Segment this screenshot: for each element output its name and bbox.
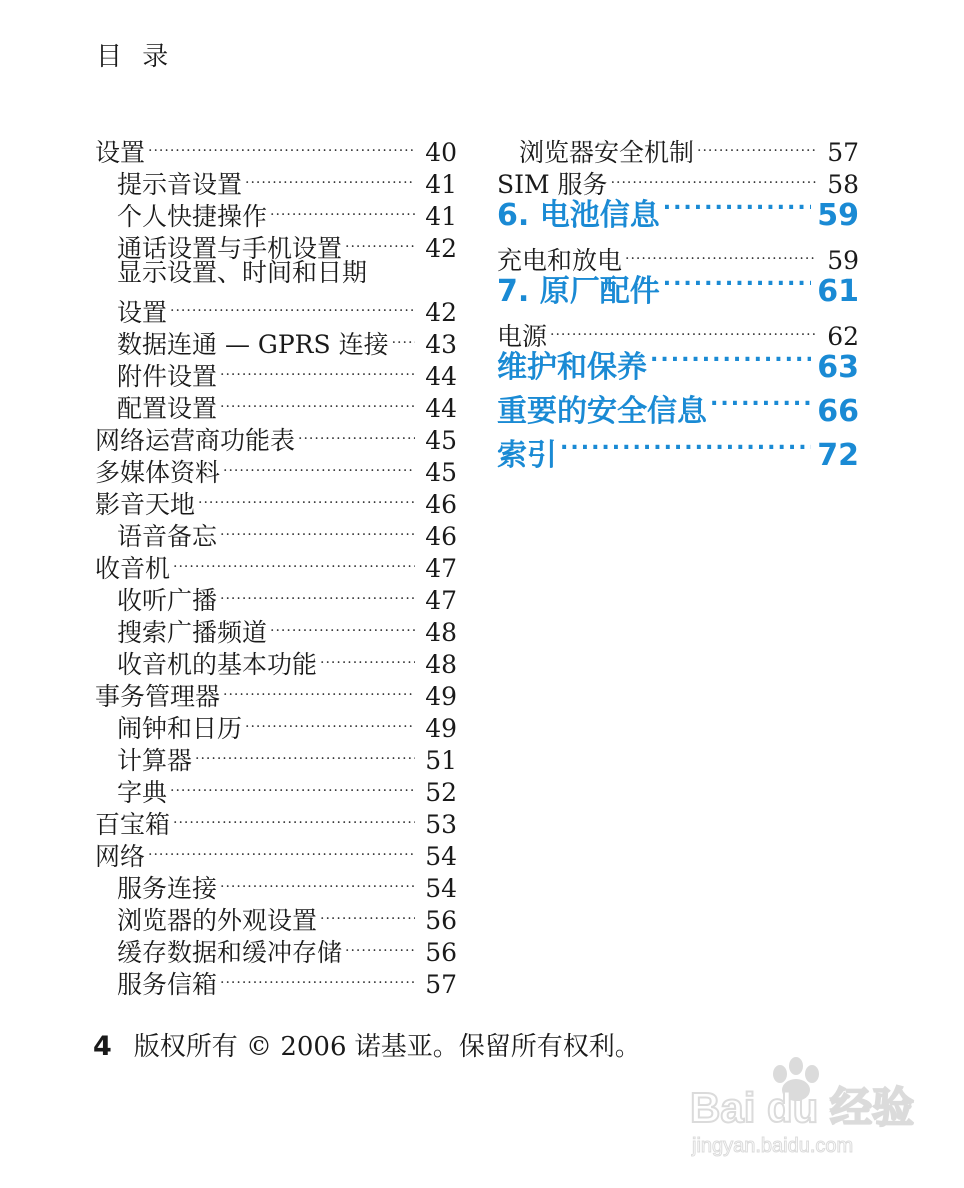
toc-entry-label: 网络 (95, 842, 146, 871)
dot-leader (220, 353, 415, 385)
toc-page-number: 72 (817, 438, 859, 473)
dot-leader (220, 865, 415, 897)
toc-entry-label: SIM 服务 (497, 170, 608, 199)
toc-entry-label: 浏览器的外观设置 (117, 906, 318, 935)
toc-entry-label: 通话设置与手机设置 (117, 234, 343, 263)
toc-entry-label: 搜索广播频道 (117, 618, 268, 647)
toc-entry[interactable] (95, 833, 457, 871)
toc-entry[interactable] (95, 129, 457, 167)
toc-chapter-label: 7. 原厂配件 (497, 274, 660, 309)
toc-page-number: 44 (425, 362, 457, 391)
dot-leader (625, 237, 817, 269)
toc-entry-label: 附件设置 (117, 362, 218, 391)
dot-leader (345, 929, 415, 961)
toc-chapter[interactable] (497, 433, 859, 477)
toc-page-number: 47 (425, 554, 457, 583)
toc-entry-label: 个人快捷操作 (117, 202, 268, 231)
toc-chapter-label: 重要的安全信息 (497, 394, 707, 429)
dot-leader (298, 417, 415, 449)
baidu-jingyan-watermark (688, 1040, 918, 1160)
toc-entry-label: 设置 (117, 298, 168, 327)
toc-entry-label: 语音备忘 (117, 522, 218, 551)
toc-entry-label: 多媒体资料 (95, 458, 221, 487)
dot-leader (320, 641, 415, 673)
dot-leader (223, 673, 415, 705)
toc-page-number: 54 (425, 842, 457, 871)
toc-entry-label: 浏览器安全机制 (519, 138, 695, 167)
toc-page-number: 47 (425, 586, 457, 615)
toc-page-number: 42 (425, 298, 457, 327)
toc-page-number: 59 (817, 198, 859, 233)
toc-chapter-label: 6. 电池信息 (497, 198, 660, 233)
toc-page-number: 52 (425, 778, 457, 807)
toc-page-number: 42 (425, 234, 457, 263)
toc-entry-label: 影音天地 (95, 490, 196, 519)
dot-leader (220, 385, 415, 417)
watermark-brand-text: Bai du 经验 (690, 1084, 915, 1131)
toc-page-number: 63 (817, 350, 859, 385)
toc-page-number: 66 (817, 394, 859, 429)
dot-leader (245, 161, 415, 193)
toc-entry-label: 服务连接 (117, 874, 218, 903)
toc-page-number: 41 (425, 202, 457, 231)
toc-page-number: 58 (827, 170, 859, 199)
toc-entry-label: 服务信箱 (117, 970, 218, 999)
toc-page-number: 48 (425, 618, 457, 647)
dot-leader (650, 345, 811, 377)
toc-page-number: 46 (425, 490, 457, 519)
dot-leader (697, 129, 817, 161)
toc-page-number: 51 (425, 746, 457, 775)
toc-page-number: 45 (425, 458, 457, 487)
toc-entry-label: 充电和放电 (497, 246, 623, 275)
toc-page-number: 48 (425, 650, 457, 679)
toc-entry-label: 收听广播 (117, 586, 218, 615)
dot-leader (710, 389, 811, 421)
toc-page-number: 56 (425, 938, 457, 967)
toc-entry[interactable] (497, 313, 859, 351)
dot-leader (345, 225, 415, 257)
toc-chapter[interactable] (497, 345, 859, 389)
dot-leader (220, 577, 415, 609)
toc-page-number: 57 (827, 138, 859, 167)
toc-entry-label: 字典 (117, 778, 168, 807)
dot-leader (198, 481, 415, 513)
watermark-url-text: jingyan.baidu.com (692, 1135, 854, 1157)
toc-chapter[interactable] (497, 389, 859, 433)
toc-page-number: 46 (425, 522, 457, 551)
toc-entry-label: 闹钟和日历 (117, 714, 243, 743)
dot-leader (663, 269, 811, 301)
toc-page-number: 49 (425, 682, 457, 711)
dot-leader (148, 833, 415, 865)
toc-entry-label: 显示设置、时间和日期 (117, 258, 368, 287)
toc-entry-label: 电源 (497, 322, 548, 351)
toc-entry-continued[interactable] (95, 257, 457, 289)
toc-entry-label: 数据连通 — GPRS 连接 (117, 330, 389, 359)
toc-left-column (95, 129, 457, 999)
toc-chapter-label: 索引 (497, 438, 557, 473)
dot-leader (392, 321, 415, 353)
dot-leader (173, 545, 415, 577)
toc-entry-label: 缓存数据和缓冲存储 (117, 938, 343, 967)
toc-entry[interactable] (95, 161, 457, 199)
dot-leader (170, 289, 415, 321)
toc-page-number: 54 (425, 874, 457, 903)
toc-page-number: 53 (425, 810, 457, 839)
page-title: 目 录 (96, 42, 175, 72)
toc-entry[interactable] (497, 237, 859, 275)
toc-page-number: 43 (425, 330, 457, 359)
toc-entry-label: 计算器 (117, 746, 193, 775)
toc-chapter-label: 维护和保养 (497, 350, 647, 385)
footer-page-number: 4 (93, 1031, 112, 1062)
toc-entry[interactable] (95, 865, 457, 903)
dot-leader (173, 801, 415, 833)
dot-leader (270, 193, 415, 225)
toc-chapter[interactable] (497, 269, 859, 313)
toc-page-number: 44 (425, 394, 457, 423)
toc-entry-label: 百宝箱 (95, 810, 171, 839)
toc-entry-label: 配置设置 (117, 394, 218, 423)
toc-entry-label: 提示音设置 (117, 170, 243, 199)
toc-entry-label: 设置 (95, 138, 146, 167)
toc-page-number: 59 (827, 246, 859, 275)
toc-entry-label: 事务管理器 (95, 682, 221, 711)
toc-entry-label: 收音机的基本功能 (117, 650, 318, 679)
toc-page-number: 41 (425, 170, 457, 199)
dot-leader (320, 897, 415, 929)
dot-leader (663, 193, 811, 225)
toc-entry-label: 网络运营商功能表 (95, 426, 296, 455)
dot-leader (195, 737, 415, 769)
dot-leader (560, 433, 811, 465)
dot-leader (220, 513, 415, 545)
page-footer (93, 1026, 641, 1063)
dot-leader (170, 769, 415, 801)
footer-copyright: 版权所有 © 2006 诺基亚。保留所有权利。 (133, 1032, 641, 1062)
toc-page-number: 61 (817, 274, 859, 309)
toc-right-column (497, 129, 859, 477)
toc-entry[interactable] (95, 289, 457, 327)
toc-page-number: 57 (425, 970, 457, 999)
toc-page-number: 56 (425, 906, 457, 935)
toc-entry[interactable] (497, 129, 859, 167)
toc-page-number: 62 (827, 322, 859, 351)
dot-leader (611, 161, 817, 193)
toc-chapter[interactable] (497, 193, 859, 237)
dot-leader (223, 449, 415, 481)
dot-leader (245, 705, 415, 737)
toc-page-number: 40 (425, 138, 457, 167)
dot-leader (550, 313, 817, 345)
toc-entry-label: 收音机 (95, 554, 171, 583)
dot-leader (220, 961, 415, 993)
toc-page-number: 45 (425, 426, 457, 455)
toc-page-number: 49 (425, 714, 457, 743)
dot-leader (148, 129, 415, 161)
dot-leader (270, 609, 415, 641)
